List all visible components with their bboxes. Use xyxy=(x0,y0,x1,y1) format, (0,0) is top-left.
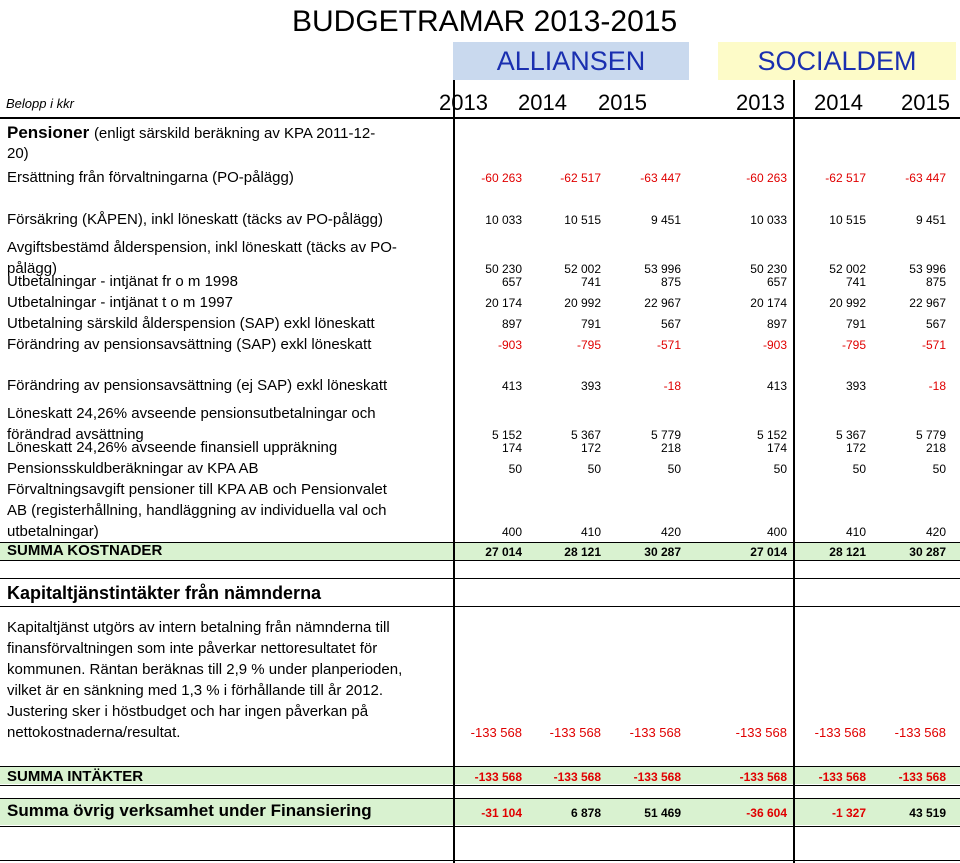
row-label: AB (registerhållning, handläggning av individuella val och xyxy=(7,502,387,519)
row-value: 5 779 xyxy=(915,428,946,442)
rule xyxy=(0,542,960,543)
row-value: 567 xyxy=(660,317,681,331)
row-value: -62 517 xyxy=(825,171,866,185)
group-border xyxy=(453,80,455,863)
row-value: -903 xyxy=(497,338,522,352)
row-value: 20 174 xyxy=(485,296,522,310)
summa_kostnader-value: 27 014 xyxy=(750,545,787,559)
row-value: 172 xyxy=(845,441,866,455)
pension-subtitle: (enligt särskild beräkning av KPA 2011-12- xyxy=(93,125,376,142)
kapital-value: -133 568 xyxy=(470,725,522,740)
row-value: 567 xyxy=(925,317,946,331)
rule xyxy=(0,860,960,861)
row-value: 10 515 xyxy=(564,213,601,227)
row-value: 897 xyxy=(766,317,787,331)
row-value: 53 996 xyxy=(909,262,946,276)
summa_kostnader-value: 30 287 xyxy=(644,545,681,559)
row-value: -63 447 xyxy=(905,171,946,185)
row-label: Förändring av pensionsavsättning (ej SAP) exkl löneskatt xyxy=(7,377,388,394)
row-value: 20 992 xyxy=(564,296,601,310)
unit-note: Belopp i kkr xyxy=(6,96,74,111)
row-value: 400 xyxy=(501,525,522,539)
kapital-value: -133 568 xyxy=(549,725,601,740)
row-value: 50 xyxy=(667,462,681,476)
group-header-socialdem: SOCIALDEM xyxy=(718,42,956,80)
row-value: 20 174 xyxy=(750,296,787,310)
row-value: -903 xyxy=(762,338,787,352)
row-value: 5 152 xyxy=(756,428,787,442)
summa-ovrig-label: Summa övrig verksamhet under Finansiering xyxy=(7,801,372,820)
row-value: 174 xyxy=(766,441,787,455)
row-value: 413 xyxy=(766,379,787,393)
row-value: 50 xyxy=(852,462,866,476)
summa_kostnader-value: 28 121 xyxy=(829,545,866,559)
row-value: 5 367 xyxy=(835,428,866,442)
row-value: 741 xyxy=(845,275,866,289)
row-value: 657 xyxy=(501,275,522,289)
kapital-value: -133 568 xyxy=(894,725,946,740)
pension-title: Pensioner xyxy=(7,123,90,142)
page-title: BUDGETRAMAR 2013-2015 xyxy=(292,5,678,38)
header-rule xyxy=(0,117,960,119)
group-border xyxy=(793,80,795,863)
year-header: 2014 xyxy=(814,90,863,115)
row-value: 20 992 xyxy=(829,296,866,310)
kapital-value: -133 568 xyxy=(814,725,866,740)
rule xyxy=(0,826,960,827)
row-value: 218 xyxy=(660,441,681,455)
summa_intakter-value: -133 568 xyxy=(818,770,866,784)
summa_intakter-value: -133 568 xyxy=(553,770,601,784)
row-value: -571 xyxy=(656,338,681,352)
kapital-value: -133 568 xyxy=(735,725,787,740)
year-header: 2015 xyxy=(901,90,950,115)
kapital-text-line: vilket är en sänkning med 1,3 % i förhållande till år 2012. xyxy=(7,682,384,699)
row-value: 174 xyxy=(501,441,522,455)
kapital-value: -133 568 xyxy=(629,725,681,740)
kapital-text-line: Justering sker i höstbudget och har ingen påverkan på xyxy=(7,703,369,720)
summa_kostnader-value: 27 014 xyxy=(485,545,522,559)
row-label: Pensionsskuldberäkningar av KPA AB xyxy=(7,460,259,477)
row-value: 22 967 xyxy=(644,296,681,310)
row-value: -60 263 xyxy=(481,171,522,185)
row-value: -18 xyxy=(928,379,946,393)
row-value: 5 152 xyxy=(491,428,522,442)
row-value: -18 xyxy=(663,379,681,393)
row-value: 875 xyxy=(660,275,681,289)
row-value: 9 451 xyxy=(650,213,681,227)
pension-subtitle-cont: 20) xyxy=(7,145,29,162)
rule xyxy=(0,560,960,561)
row-value: 9 451 xyxy=(915,213,946,227)
summa_intakter-value: -133 568 xyxy=(633,770,681,784)
row-label: Löneskatt 24,26% avseende finansiell uppräkning xyxy=(7,439,338,456)
row-value: 52 002 xyxy=(564,262,601,276)
row-value: -795 xyxy=(841,338,866,352)
kapital-header: Kapitaltjänstintäkter från nämnderna xyxy=(7,583,322,603)
year-header: 2013 xyxy=(736,90,785,115)
row-value: -63 447 xyxy=(640,171,681,185)
row-label: Förvaltningsavgift pensioner till KPA AB och Pensionvalet xyxy=(7,481,387,498)
row-label: Utbetalning särskild ålderspension (SAP) exkl löneskatt xyxy=(7,315,375,332)
year-header: 2015 xyxy=(598,90,647,115)
row-label: utbetalningar) xyxy=(7,523,99,540)
row-value: 50 xyxy=(932,462,946,476)
row-value: 413 xyxy=(501,379,522,393)
row-value: 218 xyxy=(925,441,946,455)
row-label: Försäkring (KÅPEN), inkl löneskatt (täcks av PO-pålägg) xyxy=(7,211,383,228)
rule xyxy=(0,785,960,786)
kapital-text-line: kommunen. Räntan beräknas till 2,9 % under planperioden, xyxy=(7,661,403,678)
row-value: 410 xyxy=(580,525,601,539)
row-value: 52 002 xyxy=(829,262,866,276)
summa_ovrig-value: -36 604 xyxy=(746,806,787,820)
summa_ovrig-value: 43 519 xyxy=(909,806,946,820)
rule xyxy=(0,798,960,799)
summa_intakter-value: -133 568 xyxy=(739,770,787,784)
row-value: -571 xyxy=(921,338,946,352)
kapital-text-line: nettokostnaderna/resultat. xyxy=(7,724,181,741)
year-header: 2014 xyxy=(518,90,567,115)
row-value: 400 xyxy=(766,525,787,539)
summa_intakter-value: -133 568 xyxy=(898,770,946,784)
row-value: 50 230 xyxy=(485,262,522,276)
group-header-alliansen: ALLIANSEN xyxy=(453,42,689,80)
row-value: 741 xyxy=(580,275,601,289)
rule xyxy=(0,606,960,607)
row-value: 657 xyxy=(766,275,787,289)
row-value: -60 263 xyxy=(746,171,787,185)
row-value: 50 230 xyxy=(750,262,787,276)
row-label: Utbetalningar - intjänat fr o m 1998 xyxy=(7,273,238,290)
summa_kostnader-value: 28 121 xyxy=(564,545,601,559)
row-label: Löneskatt 24,26% avseende pensionsutbetalningar och xyxy=(7,405,376,422)
row-label: Utbetalningar - intjänat t o m 1997 xyxy=(7,294,233,311)
row-value: 22 967 xyxy=(909,296,946,310)
row-value: 875 xyxy=(925,275,946,289)
summa_ovrig-value: 51 469 xyxy=(644,806,681,820)
row-value: -62 517 xyxy=(560,171,601,185)
summa_kostnader-value: 30 287 xyxy=(909,545,946,559)
row-value: 5 779 xyxy=(650,428,681,442)
year-header: 2013 xyxy=(439,90,488,115)
row-label: Förändring av pensionsavsättning (SAP) exkl löneskatt xyxy=(7,336,372,353)
summa_ovrig-value: -31 104 xyxy=(481,806,522,820)
row-value: 10 033 xyxy=(750,213,787,227)
summa-intakter-label: SUMMA INTÄKTER xyxy=(7,768,144,785)
row-value: 420 xyxy=(925,525,946,539)
rule xyxy=(0,766,960,767)
kapital-text-line: finansförvaltningen som inte påverkar nettoresultatet för xyxy=(7,640,378,657)
row-value: 791 xyxy=(845,317,866,331)
summa_intakter-value: -133 568 xyxy=(474,770,522,784)
row-value: 5 367 xyxy=(570,428,601,442)
summa-kostnader-label: SUMMA KOSTNADER xyxy=(7,542,163,559)
row-value: 50 xyxy=(587,462,601,476)
kapital-text-line: Kapitaltjänst utgörs av intern betalning från nämnderna till xyxy=(7,619,390,636)
row-label: pålägg) xyxy=(7,260,58,277)
row-value: 420 xyxy=(660,525,681,539)
summa_ovrig-value: -1 327 xyxy=(831,806,866,820)
row-label: förändrad avsättning xyxy=(7,426,144,443)
row-value: 10 033 xyxy=(485,213,522,227)
row-label: Ersättning från förvaltningarna (PO-pålägg) xyxy=(7,169,294,186)
row-label: Avgiftsbestämd ålderspension, inkl löneskatt (täcks av PO- xyxy=(7,239,397,256)
row-value: 50 xyxy=(508,462,522,476)
row-value: 791 xyxy=(580,317,601,331)
row-value: 10 515 xyxy=(829,213,866,227)
row-value: 897 xyxy=(501,317,522,331)
row-value: -795 xyxy=(576,338,601,352)
rule xyxy=(0,578,960,579)
row-value: 393 xyxy=(580,379,601,393)
row-value: 393 xyxy=(845,379,866,393)
row-value: 410 xyxy=(845,525,866,539)
row-value: 53 996 xyxy=(644,262,681,276)
pension-header xyxy=(7,122,375,144)
summa_ovrig-value: 6 878 xyxy=(570,806,601,820)
row-value: 50 xyxy=(773,462,787,476)
row-value: 172 xyxy=(580,441,601,455)
